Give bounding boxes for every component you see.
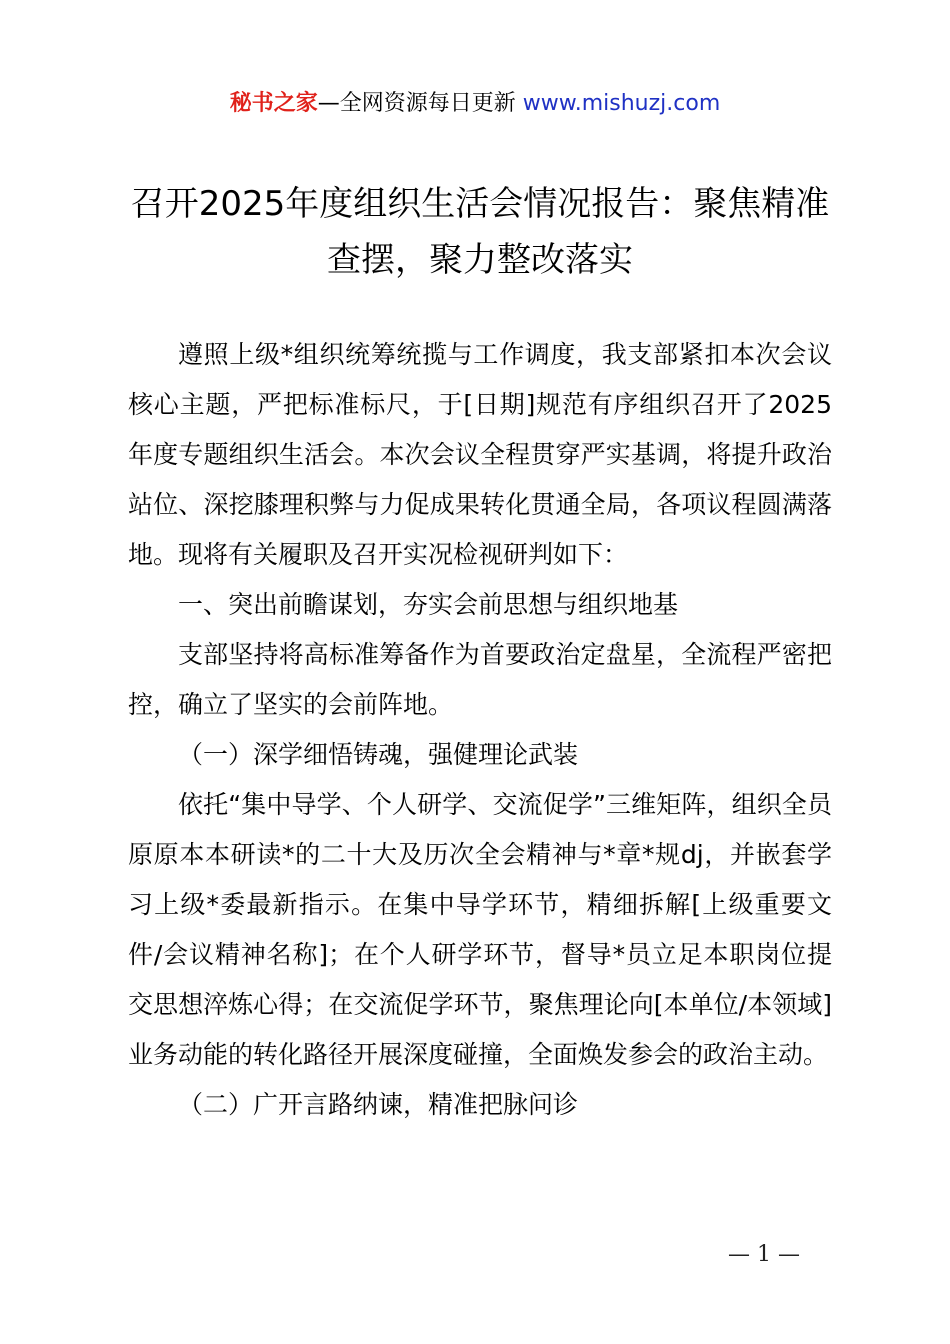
banner-tagline: —全网资源每日更新	[317, 91, 523, 116]
subsection-paragraph: 依托“集中导学、个人研学、交流促学”三维矩阵，组织全员原原本本研读*的二十大及历次全会精神与*章*规dj，并嵌套学习上级*委最新指示。在集中导学环节，精细拆解[上级重要文件/会议精神名称]；在个人研学环节，督导*员立足本职岗位提交思想淬炼心得；在交流促学环节，聚焦理论向[本单位/本领域]业务动能的转化路径开展深度碰撞，全面焕发参会的政治主动。	[128, 790, 832, 1069]
document-body	[128, 330, 832, 1130]
site-url-link[interactable]: www.mishuzj.com	[522, 91, 721, 116]
section-heading-1: 一、突出前瞻谋划，夯实会前思想与组织地基	[178, 590, 679, 619]
document-title: 召开2025年度组织生活会情况报告：聚焦精准查摆，聚力整改落实	[130, 184, 830, 280]
intro-paragraph: 遵照上级*组织统筹统揽与工作调度，我支部紧扣本次会议核心主题，严把标准标尺，于[日期]规范有序组织召开了2025年度专题组织生活会。本次会议全程贯穿严实基调，将提升政治站位、深挖膝理积弊与力促成果转化贯通全局，各项议程圆满落地。现将有关履职及召开实况检视研判如下：	[128, 340, 832, 569]
page-number: — 1 —	[728, 1242, 800, 1267]
site-banner	[0, 88, 950, 120]
section-paragraph: 支部坚持将高标准筹备作为首要政治定盘星，全流程严密把控，确立了坚实的会前阵地。	[128, 640, 832, 719]
subsection-heading-1: （一）深学细悟铸魂，强健理论武装	[178, 740, 579, 769]
brand-name: 秘书之家	[229, 91, 318, 116]
subsection-heading-2: （二）广开言路纳谏，精准把脉问诊	[178, 1090, 579, 1119]
